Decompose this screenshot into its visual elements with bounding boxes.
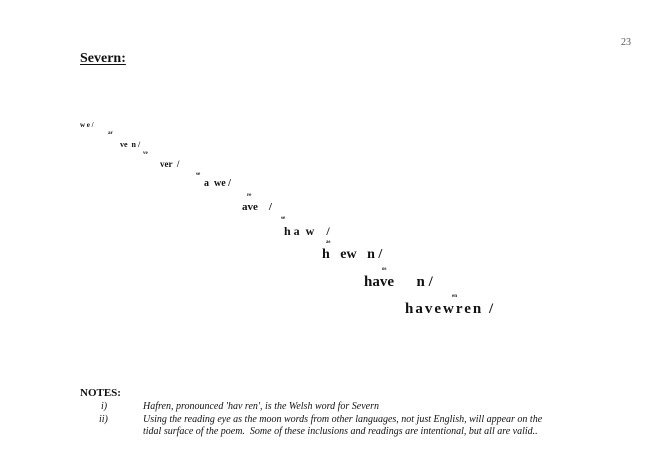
poem-subscript: ve bbox=[143, 151, 148, 156]
notes-heading: NOTES: bbox=[80, 387, 121, 399]
poem-subscript: en bbox=[452, 294, 457, 299]
note-text: Using the reading eye as the moon words from other languages, not just English, will appear on the bbox=[143, 414, 543, 425]
poem-line: a we / bbox=[204, 178, 231, 189]
poem-subscript: re bbox=[247, 193, 252, 198]
poem-subscript: as bbox=[326, 240, 331, 245]
poem-line: w e / bbox=[80, 121, 94, 129]
poem-subscript: os bbox=[382, 267, 387, 272]
note-text: Hafren, pronounced 'hav ren', is the Welsh word for Severn bbox=[143, 401, 380, 412]
poem-subscript: ar bbox=[108, 131, 113, 136]
poem-line: h ew n / bbox=[322, 247, 383, 262]
poem-subscript: se bbox=[281, 216, 286, 221]
poem-line: h a w / bbox=[284, 224, 330, 238]
note-text: tidal surface of the poem. Some of these inclusions and readings are intentional, but all are valid.. bbox=[143, 426, 538, 437]
poem-title: Severn: bbox=[80, 51, 126, 66]
poem-line: have n / bbox=[364, 274, 433, 290]
poem-line: ve n / bbox=[120, 140, 141, 149]
page-number: 23 bbox=[621, 37, 631, 48]
poem-line: ave / bbox=[242, 201, 272, 213]
poem-subscript: se bbox=[196, 172, 201, 177]
poem-line: havewren / bbox=[405, 301, 496, 317]
poem-line: ver / bbox=[160, 159, 180, 169]
note-marker: ii) bbox=[99, 414, 108, 425]
note-marker: i) bbox=[101, 401, 108, 412]
